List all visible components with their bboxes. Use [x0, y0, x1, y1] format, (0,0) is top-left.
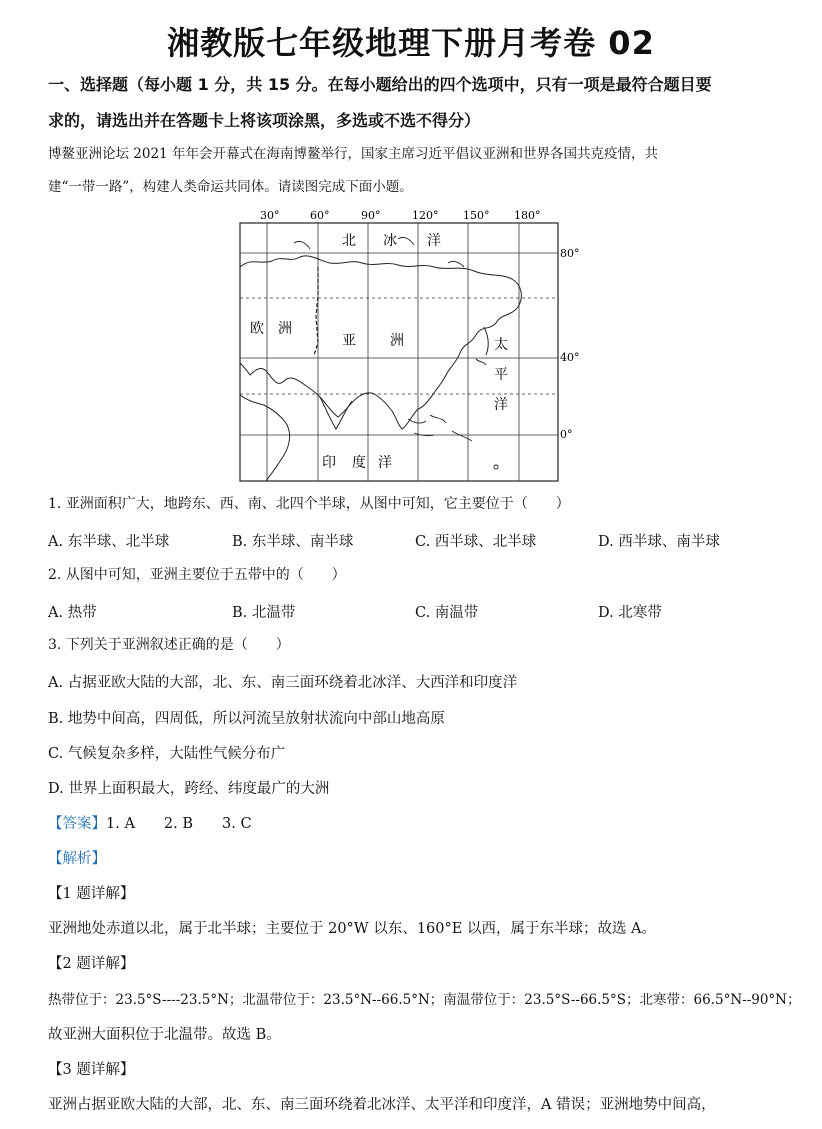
label-pacific-1: 太	[494, 337, 508, 353]
label-arctic-3: 洋	[427, 233, 441, 249]
q2-option-c: C. 南温带	[415, 605, 479, 621]
label-pacific-3: 洋	[494, 397, 508, 413]
map-frame	[240, 223, 558, 481]
label-indian-1: 印	[322, 455, 336, 471]
label-europe-2: 洲	[278, 321, 292, 337]
lon-label-150: 150°	[463, 209, 490, 222]
section-heading-line2: 求的，请选出并在答题卡上将该项涂黑，多选或不选不得分）	[48, 111, 481, 130]
lat-label-0: 0°	[560, 428, 573, 441]
lat-label-80: 80°	[560, 247, 580, 260]
label-pacific-2: 平	[494, 367, 508, 383]
detail-2-line1: 热带位于：23.5°S----23.5°N；北温带位于：23.5°N--66.5°N；南温带位于：23.5°S--66.5°S；北寒带：66.5°N--90°N；	[48, 992, 801, 1008]
q3-option-b: B. 地势中间高，四周低，所以河流呈放射状流向中部山地高原	[48, 711, 445, 727]
detail-1-heading: 【1 题详解】	[48, 886, 135, 902]
q2-option-a: A. 热带	[48, 605, 97, 621]
q2-option-d: D. 北寒带	[598, 605, 662, 621]
question-2-stem: 2. 从图中可知，亚洲主要位于五带中的（ ）	[48, 567, 346, 583]
intro-line1: 博鳌亚洲论坛 2021 年年会开幕式在海南博鳌举行，国家主席习近平倡议亚洲和世界各国共克疫情，共	[48, 146, 658, 162]
lon-label-90: 90°	[361, 209, 381, 222]
page-title: 湘教版七年级地理下册月考卷 02	[167, 24, 655, 62]
label-asia-1: 亚	[342, 333, 356, 349]
label-indian-3: 洋	[378, 455, 392, 471]
q3-option-c: C. 气候复杂多样，大陆性气候分布广	[48, 746, 286, 762]
intro-line2: 建“一带一路”，构建人类命运共同体。请读图完成下面小题。	[48, 179, 413, 195]
detail-3-line1: 亚洲占据亚欧大陆的大部，北、东、南三面环绕着北冰洋、太平洋和印度洋，A 错误；亚洲地势中间高，	[48, 1097, 716, 1113]
label-arctic-1: 北	[342, 233, 356, 249]
q1-option-b: B. 东半球、南半球	[232, 534, 354, 550]
question-3-stem: 3. 下列关于亚洲叙述正确的是（ ）	[48, 637, 290, 653]
lon-label-180: 180°	[514, 209, 541, 222]
detail-3-heading: 【3 题详解】	[48, 1062, 135, 1078]
lat-label-40: 40°	[560, 351, 580, 364]
section-heading-line1: 一、选择题（每小题 1 分，共 15 分。在每小题给出的四个选项中，只有一项是最符合题目要	[48, 75, 712, 94]
lon-label-60: 60°	[310, 209, 330, 222]
label-indian-2: 度	[352, 455, 366, 471]
lon-label-30: 30°	[260, 209, 280, 222]
lon-label-120: 120°	[412, 209, 439, 222]
q2-option-b: B. 北温带	[232, 605, 296, 621]
asia-map	[238, 205, 583, 485]
question-1-stem: 1. 亚洲面积广大，地跨东、西、南、北四个半球，从图中可知，它主要位于（ ）	[48, 496, 570, 512]
detail-2-heading: 【2 题详解】	[48, 956, 135, 972]
q3-option-d: D. 世界上面积最大，跨经、纬度最广的大洲	[48, 781, 330, 797]
answer-label: 【答案】	[48, 816, 106, 832]
answer-text: 1. A 2. B 3. C	[106, 816, 252, 832]
label-arctic-2: 冰	[383, 233, 397, 249]
detail-2-line2: 故亚洲大面积位于北温带。故选 B。	[48, 1027, 281, 1043]
q1-option-a: A. 东半球、北半球	[48, 534, 170, 550]
q3-option-a: A. 占据亚欧大陆的大部，北、东、南三面环绕着北冰洋、大西洋和印度洋	[48, 675, 518, 691]
label-asia-2: 洲	[390, 333, 404, 349]
detail-1-line1: 亚洲地处赤道以北，属于北半球；主要位于 20°W 以东、160°E 以西，属于东半球；故选 A。	[48, 921, 657, 937]
q1-option-d: D. 西半球、南半球	[598, 534, 720, 550]
label-europe-1: 欧	[250, 321, 264, 337]
answer-row	[48, 812, 252, 833]
analysis-label: 【解析】	[48, 851, 106, 867]
q1-option-c: C. 西半球、北半球	[415, 534, 537, 550]
